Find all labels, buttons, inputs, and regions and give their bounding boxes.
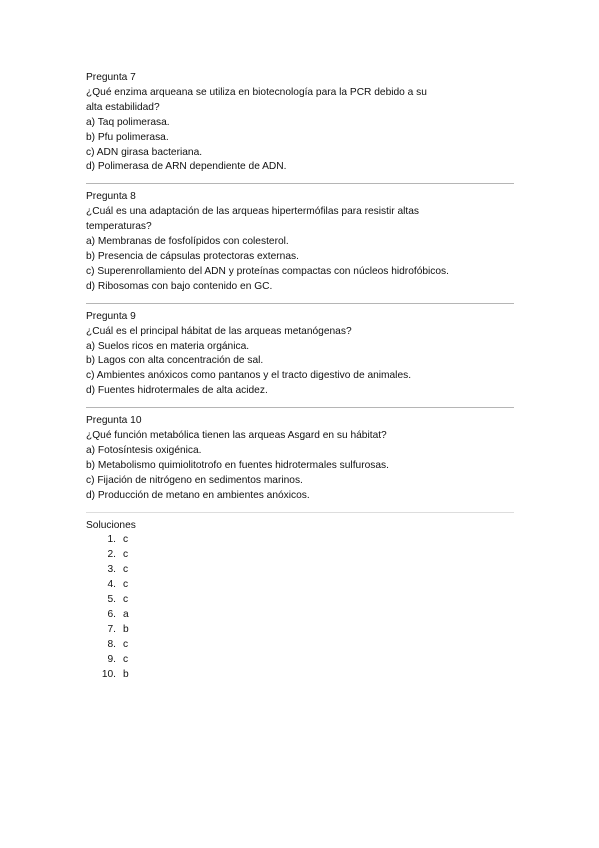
question-block-7 <box>86 71 514 175</box>
document-page <box>86 71 514 683</box>
solution-item <box>86 668 514 683</box>
answer-option: b) Lagos con alta concentración de sal. <box>86 355 264 367</box>
solution-answer: c <box>123 564 129 576</box>
solution-item <box>86 623 514 638</box>
solution-item <box>86 653 514 668</box>
solution-number: 9. <box>107 653 116 665</box>
solutions-list <box>86 533 514 682</box>
solution-answer: c <box>123 534 129 546</box>
solution-answer: b <box>123 668 129 680</box>
solution-answer: c <box>123 579 129 591</box>
answer-option: c) Ambientes anóxicos como pantanos y el tracto digestivo de animales. <box>86 370 412 382</box>
answer-option: d) Fuentes hidrotermales de alta acidez. <box>86 385 268 397</box>
solution-number: 5. <box>107 594 116 606</box>
solution-answer: b <box>123 623 129 635</box>
solution-number: 2. <box>107 549 116 561</box>
solution-item <box>86 563 514 578</box>
solution-answer: a <box>123 609 129 620</box>
answer-option: a) Suelos ricos en materia orgánica. <box>86 340 250 352</box>
question-title: Pregunta 7 <box>86 72 136 83</box>
question-text: ¿Cuál es una adaptación de las arqueas hipertermófilas para resistir altas temperaturas? <box>86 206 419 233</box>
answer-option: b) Presencia de cápsulas protectoras externas. <box>86 250 299 262</box>
solution-answer: c <box>123 638 129 650</box>
divider <box>86 407 514 408</box>
answer-option: b) Pfu polimerasa. <box>86 131 169 143</box>
solution-number: 8. <box>107 638 116 650</box>
solution-item <box>86 578 514 593</box>
answer-option: c) ADN girasa bacteriana. <box>86 146 203 158</box>
solution-number: 7. <box>107 623 116 635</box>
answer-option: a) Taq polimerasa. <box>86 116 170 128</box>
question-title: Pregunta 10 <box>86 415 142 427</box>
answer-option: d) Ribosomas con bajo contenido en GC. <box>86 280 273 292</box>
solution-item <box>86 533 514 548</box>
question-title: Pregunta 8 <box>86 191 136 203</box>
divider <box>86 183 514 184</box>
solutions-heading: Soluciones <box>86 519 136 531</box>
question-text: ¿Qué función metabólica tienen las arqueas Asgard en su hábitat? <box>86 430 387 442</box>
question-text: ¿Cuál es el principal hábitat de las arqueas metanógenas? <box>86 325 352 337</box>
question-block-10 <box>86 414 514 503</box>
solution-answer: c <box>123 594 129 606</box>
solution-number: 4. <box>107 579 116 591</box>
answer-option: a) Fotosíntesis oxigénica. <box>86 444 202 456</box>
solution-item <box>86 638 514 653</box>
solution-answer: c <box>123 653 129 665</box>
divider <box>86 512 514 513</box>
question-block-9 <box>86 310 514 399</box>
answer-option: c) Fijación de nitrógeno en sedimentos marinos. <box>86 474 303 486</box>
answer-option: d) Producción de metano en ambientes anóxicos. <box>86 489 310 501</box>
answer-option: c) Superenrollamiento del ADN y proteínas compactas con núcleos hidrofóbicos. <box>86 265 449 277</box>
solution-item <box>86 593 514 608</box>
solution-number: 6. <box>107 609 116 620</box>
solution-number: 1. <box>107 534 116 546</box>
divider <box>86 303 514 304</box>
solution-number: 10. <box>101 668 116 680</box>
answer-option: b) Metabolismo quimiolitotrofo en fuentes hidrotermales sulfurosas. <box>86 459 389 471</box>
solution-item <box>86 608 514 623</box>
answer-option: a) Membranas de fosfolípidos con colesterol. <box>86 236 289 248</box>
solution-number: 3. <box>107 564 116 576</box>
question-title: Pregunta 9 <box>86 310 136 322</box>
question-block-8 <box>86 190 514 294</box>
solution-answer: c <box>123 549 129 561</box>
question-text: ¿Qué enzima arqueana se utiliza en biotecnología para la PCR debido a su alta estabilidad? <box>86 86 427 113</box>
solutions-section <box>86 519 514 683</box>
solution-item <box>86 548 514 563</box>
answer-option: d) Polimerasa de ARN dependiente de ADN. <box>86 161 287 173</box>
